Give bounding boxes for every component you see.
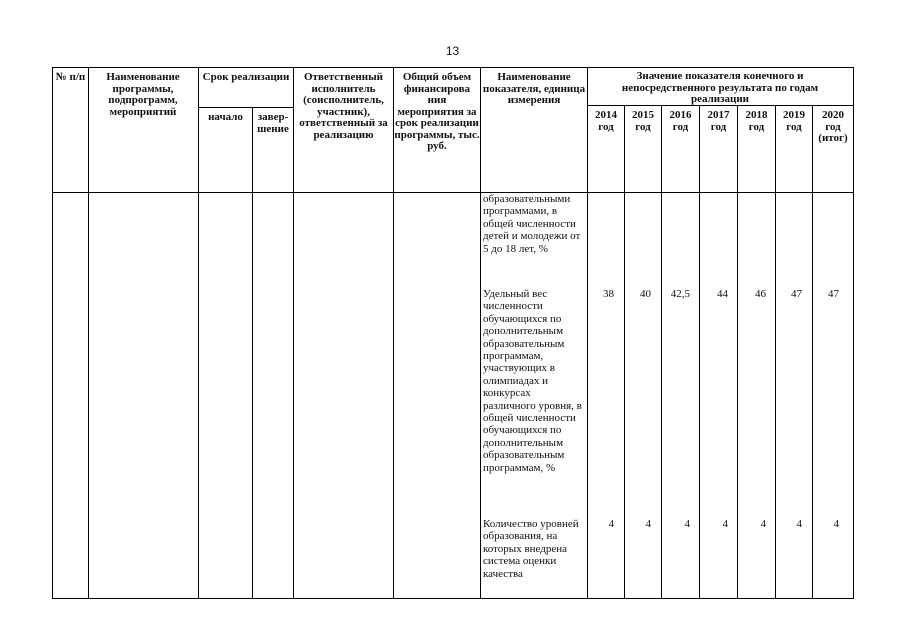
- indicator-education-levels: Количество уровней образования, на которых внедрена система оценки качества: [483, 518, 579, 580]
- col-border-term: [293, 67, 294, 599]
- col-border-right: [853, 67, 854, 599]
- header-year-2017: 2017 год: [707, 109, 730, 133]
- value-2016: 42,5: [670, 288, 690, 300]
- header-num: № п/п: [55, 71, 86, 83]
- header-year-2020: 2020 год (итог): [818, 109, 848, 144]
- header-name: Наименование программы, подпрограмм, мероприятий: [106, 71, 180, 118]
- header-year-2019: 2019 год: [783, 109, 805, 133]
- value-2015: 4: [645, 518, 651, 530]
- value-2020: 4: [833, 518, 839, 530]
- value-2014: 4: [608, 518, 614, 530]
- header-year-2014: 2014 год: [595, 109, 617, 133]
- header-term-end: завер-шение: [257, 111, 289, 135]
- value-2016: 4: [684, 518, 690, 530]
- indicator-olympiad-share: Удельный вес численности обучающихся по дополнительным образовательным программам, участвующих в олимпиадах и конкурсах различного уровня, в общей численности обучающихся по дополнительным образовательным программам, %: [483, 288, 582, 474]
- header-bottom-border: [52, 192, 854, 193]
- value-2018: 46: [755, 288, 766, 300]
- header-funding: Общий объем финансирова ния мероприятия за срок реализации программы, тыс. руб.: [394, 71, 480, 152]
- value-2017: 44: [717, 288, 728, 300]
- page-number: 13: [445, 44, 460, 58]
- col-border-funding: [480, 67, 481, 599]
- value-2017: 4: [722, 518, 728, 530]
- indicator-continuation: образовательными программами, в общей численности детей и молодежи от 5 до 18 лет, %: [483, 193, 581, 255]
- value-2018: 4: [760, 518, 766, 530]
- value-2019: 47: [791, 288, 802, 300]
- col-border-num: [88, 67, 89, 599]
- col-border-start: [252, 107, 253, 599]
- value-2015: 40: [640, 288, 651, 300]
- header-indicator: Наименование показателя, единица измерения: [482, 71, 586, 106]
- value-2014: 38: [603, 288, 614, 300]
- header-term: Срок реализации: [202, 71, 290, 83]
- term-subheader-divider: [198, 107, 293, 108]
- table-top-border: [52, 67, 854, 68]
- header-responsible: Ответственный исполнитель (соисполнитель, участник), ответственный за реализацию: [299, 71, 388, 141]
- table-bottom-border: [52, 598, 854, 599]
- header-term-start: начало: [208, 111, 243, 123]
- col-border-left: [52, 67, 53, 599]
- header-year-2018: 2018 год: [745, 109, 768, 133]
- value-2019: 4: [796, 518, 802, 530]
- header-year-2016: 2016 год: [669, 109, 692, 133]
- header-values-title: Значение показателя конечного и непосредственного результата по годам реализации: [621, 70, 819, 105]
- col-border-name: [198, 67, 199, 599]
- value-2020: 47: [828, 288, 839, 300]
- header-year-2015: 2015 год: [632, 109, 654, 133]
